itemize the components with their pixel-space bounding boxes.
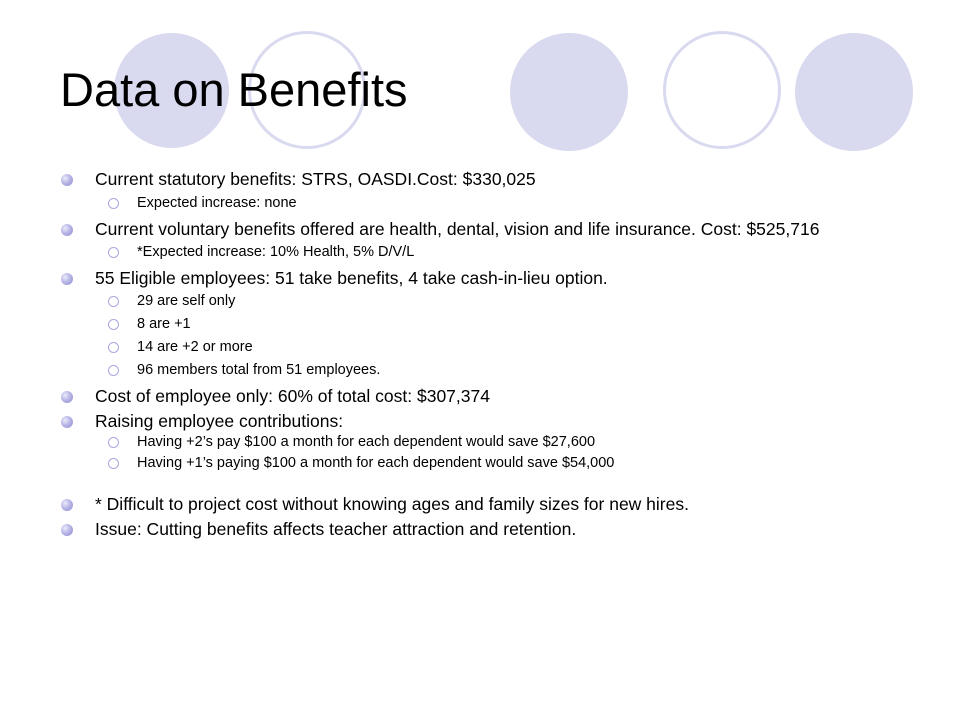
circle-3 bbox=[510, 33, 628, 151]
circle-5 bbox=[795, 33, 913, 151]
bullet-dot-icon bbox=[61, 524, 73, 536]
sub-bullet-text: 96 members total from 51 employees. bbox=[137, 362, 381, 378]
bullet-dot-icon bbox=[61, 499, 73, 511]
sub-bullet-item bbox=[60, 362, 910, 379]
sub-bullet-text: Having +1’s paying $100 a month for each dependent would save $54,000 bbox=[137, 455, 615, 471]
sub-bullet-ring-icon bbox=[108, 437, 119, 448]
bullet-dot-icon bbox=[61, 224, 73, 236]
bullet-list bbox=[60, 170, 910, 539]
bullet-text: Current statutory benefits: STRS, OASDI.Cost: $330,025 bbox=[95, 169, 536, 189]
bullet-text: 55 Eligible employees: 51 take benefits, 4 take cash-in-lieu option. bbox=[95, 268, 608, 288]
sub-bullet-text: Expected increase: none bbox=[137, 195, 297, 211]
sub-bullet-ring-icon bbox=[108, 458, 119, 469]
sub-bullet-text: Having +2’s pay $100 a month for each dependent would save $27,600 bbox=[137, 434, 596, 450]
sub-bullet-text: 8 are +1 bbox=[137, 316, 191, 332]
bullet-dot-icon bbox=[61, 391, 73, 403]
bullet-text: Current voluntary benefits offered are health, dental, vision and life insurance. Cost: $525,716 bbox=[95, 219, 820, 239]
sub-bullet-text: 29 are self only bbox=[137, 293, 236, 309]
sub-bullet-ring-icon bbox=[108, 198, 119, 209]
slide-title: Data on Benefits bbox=[60, 63, 408, 116]
bullet-item bbox=[60, 495, 910, 514]
circle-4 bbox=[663, 31, 781, 149]
bullet-item bbox=[60, 412, 910, 431]
bullet-dot-icon bbox=[61, 416, 73, 428]
bullet-item bbox=[60, 387, 910, 406]
bullet-item bbox=[60, 170, 910, 189]
bullet-text: * Difficult to project cost without knowing ages and family sizes for new hires. bbox=[95, 494, 689, 514]
bullet-text: Cost of employee only: 60% of total cost: $307,374 bbox=[95, 386, 490, 406]
bullet-text: Raising employee contributions: bbox=[95, 411, 344, 431]
sub-bullet-item bbox=[60, 316, 910, 333]
bullet-item bbox=[60, 269, 910, 288]
sub-bullet-ring-icon bbox=[108, 247, 119, 258]
sub-bullet-item bbox=[60, 455, 910, 472]
bullet-item bbox=[60, 520, 910, 539]
sub-bullet-ring-icon bbox=[108, 296, 119, 307]
sub-bullet-item bbox=[60, 434, 910, 451]
sub-bullet-ring-icon bbox=[108, 319, 119, 330]
sub-bullet-ring-icon bbox=[108, 342, 119, 353]
sub-bullet-item bbox=[60, 195, 910, 212]
sub-bullet-item bbox=[60, 339, 910, 356]
sub-bullet-item bbox=[60, 293, 910, 310]
bullet-dot-icon bbox=[61, 273, 73, 285]
bullet-item bbox=[60, 220, 910, 239]
sub-bullet-ring-icon bbox=[108, 365, 119, 376]
bullet-dot-icon bbox=[61, 174, 73, 186]
sub-bullet-item bbox=[60, 244, 910, 261]
sub-bullet-text: 14 are +2 or more bbox=[137, 339, 253, 355]
bullet-text: Issue: Cutting benefits affects teacher attraction and retention. bbox=[95, 519, 577, 539]
sub-bullet-text: *Expected increase: 10% Health, 5% D/V/L bbox=[137, 244, 415, 260]
